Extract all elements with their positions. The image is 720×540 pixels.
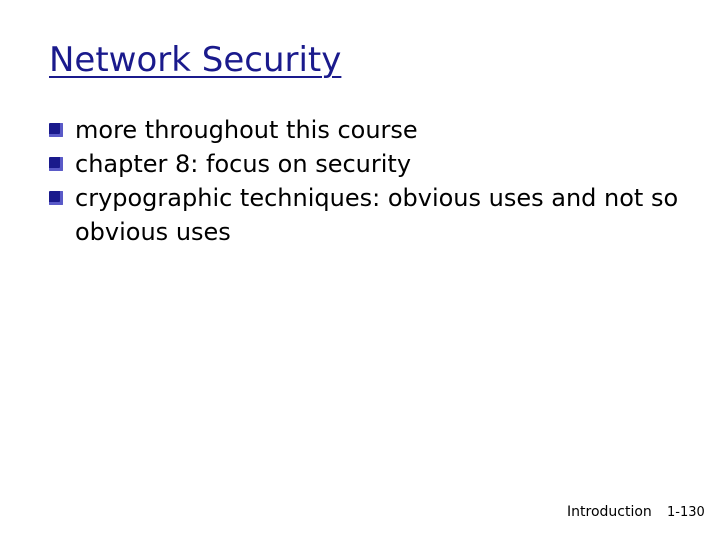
square-bullet-icon [49, 157, 63, 171]
footer-section-label: Introduction [567, 504, 652, 520]
bullet-item [49, 181, 689, 249]
slide-title: Network Security [49, 40, 342, 80]
bullet-list [49, 113, 689, 249]
bullet-text: chapter 8: focus on security [75, 150, 412, 178]
bullet-item [49, 147, 689, 181]
footer-page-number: 1-130 [667, 505, 705, 520]
bullet-text: crypographic techniques: obvious uses and not so obvious uses [75, 184, 679, 246]
bullet-text: more throughout this course [75, 116, 418, 144]
square-bullet-icon [49, 123, 63, 137]
bullet-item [49, 113, 689, 147]
square-bullet-icon [49, 191, 63, 205]
